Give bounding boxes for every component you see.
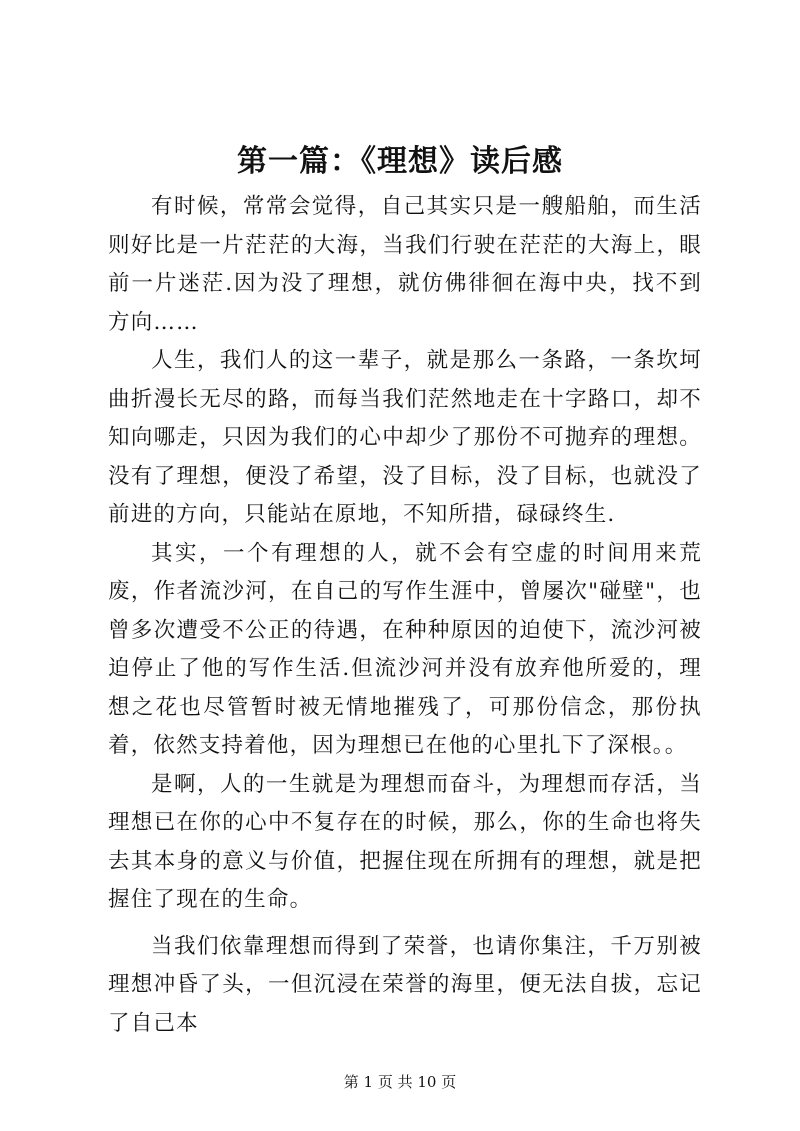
paragraph-3: 其实，一个有理想的人，就不会有空虚的时间用来荒废，作者流沙河，在自己的写作生涯中，曾屡次"碰壁"，也曾多次遭受不公正的待遇，在种种原因的迫使下，流沙河被迫停止了他的写作生活.但流沙河并没有放弃他所爱的，理想之花也尽管暂时被无情地摧残了，可那份信念，那份执着，依然支持着他，因为理想已在他的心里扎下了深根。。 [108, 540, 702, 758]
paragraph-1: 有时候，常常会觉得，自己其实只是一艘船舶，而生活则好比是一片茫茫的大海，当我们行驶在茫茫的大海上，眼前一片迷茫.因为没了理想，就仿佛徘徊在海中央，找不到方向…… [108, 194, 702, 335]
paragraph-2: 人生，我们人的这一辈子，就是那么一条路，一条坎坷曲折漫长无尽的路，而每当我们茫然地走在十字路口，却不知向哪走，只因为我们的心中却少了那份不可抛弃的理想。没有了理想，便没了希望，没了目标，没了目标，也就没了前进的方向，只能站在原地，不知所措，碌碌终生. [108, 348, 702, 527]
paragraph-4: 是啊，人的一生就是为理想而奋斗，为理想而存活，当理想已在你的心中不复存在的时候，那么，你的生命也将失去其本身的意义与价值，把握住现在所拥有的理想，就是把握住了现在的生命。 [108, 771, 702, 912]
document-body [108, 188, 702, 1043]
document-title: 第一篇：《理想》读后感 [237, 144, 563, 179]
paragraph-5: 当我们依靠理想而得到了荣誉，也请你集注，千万别被理想冲昏了头，一但沉浸在荣誉的海里，便无法自拔，忘记了自己本 [108, 933, 702, 1036]
page-footer: 第 1 页 共 10 页 [343, 1073, 457, 1091]
